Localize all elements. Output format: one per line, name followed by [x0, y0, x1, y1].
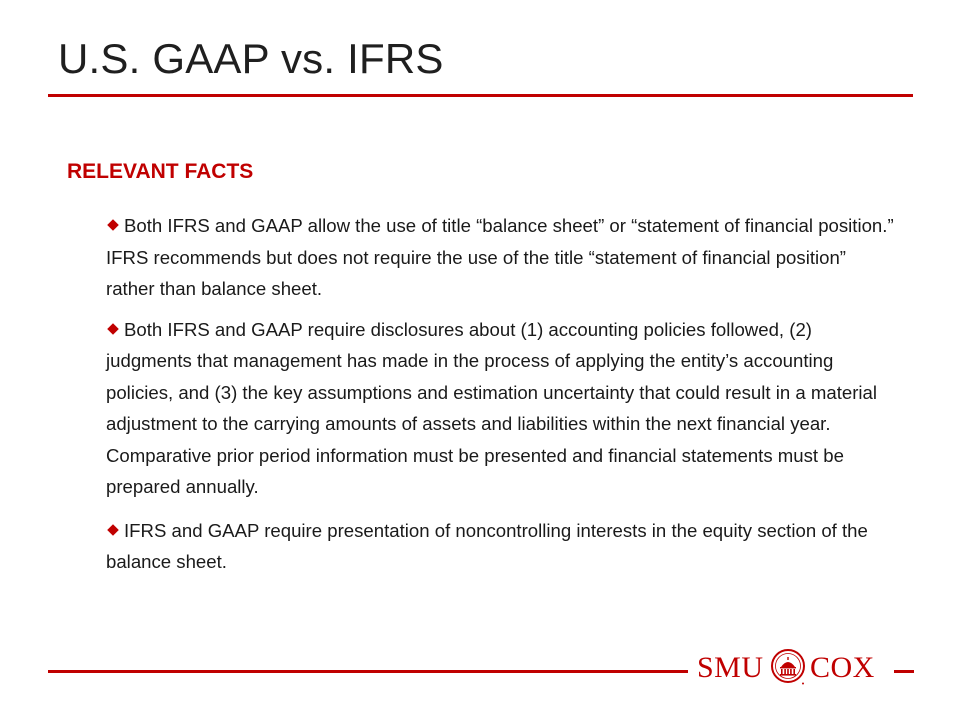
bullet-text-2: Both IFRS and GAAP require disclosures about (1) accounting policies followed, (2) judgments that management has made in the process of applying the entity’s accounting policies, and (3) the key assumptions and estimation uncertainty that could result in a material adjustment to the carrying amounts of assets and liabilities within the next financial year. Comparative prior period information must be presented and financial statements must be prepared annually.	[106, 318, 878, 497]
smu-dome-seal-icon	[770, 648, 806, 686]
footer-divider-right	[894, 670, 914, 673]
logo-word-smu: SMU	[697, 651, 764, 684]
smu-cox-logo	[697, 647, 892, 695]
footer-divider-left	[48, 670, 688, 673]
bullet-text-3: IFRS and GAAP require presentation of noncontrolling interests in the equity section of the balance sheet.	[106, 519, 868, 572]
bullet-item-2	[106, 314, 896, 503]
diamond-bullet-icon	[107, 524, 119, 536]
bullet-list	[106, 210, 896, 587]
logo-word-cox: COX	[810, 651, 875, 684]
title-divider	[48, 94, 913, 97]
bullet-item-1	[106, 210, 896, 305]
slide-title: U.S. GAAP vs. IFRS	[58, 35, 444, 82]
diamond-bullet-icon	[107, 323, 119, 335]
section-heading: RELEVANT FACTS	[67, 160, 254, 183]
bullet-item-3	[106, 515, 896, 578]
bullet-text-1: Both IFRS and GAAP allow the use of title “balance sheet” or “statement of financial position.” IFRS recommends but does not require the use of the title “statement of financial position” rather than balance sheet.	[106, 215, 894, 299]
diamond-bullet-icon	[107, 219, 119, 231]
